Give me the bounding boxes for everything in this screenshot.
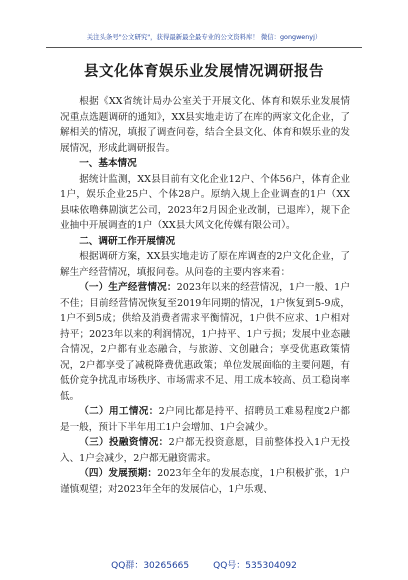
document-body <box>60 94 350 497</box>
item-employment <box>60 404 350 435</box>
header-divider <box>46 47 362 48</box>
item-investment-label: （三）投融资情况： <box>79 437 169 448</box>
item-outlook-label: （四）发展预期： <box>79 468 158 479</box>
item-investment-text: 2户都无投资意愿，目前整体投入1户无投入、1户会减少，2户都无融资需求。 <box>60 437 350 464</box>
item-investment <box>60 435 350 466</box>
document-title: 县文化体育娱乐业发展情况调研报告 <box>84 63 324 80</box>
header-notice: 关注头条号"公文研究"，获得最新最全最专业的公文资料库！ 微信：gongwenyj） <box>86 33 322 41</box>
item-operations-label: （一）生产经营情况： <box>79 282 177 293</box>
footer-qq-group: QQ群：30265665 <box>111 561 190 571</box>
item-operations <box>60 280 350 404</box>
item-employment-text: 2户同比都是持平、招聘员工难易程度2户都是一般，预计下半年用工1户会增加、1户会减少。 <box>60 406 350 433</box>
item-outlook <box>60 466 350 497</box>
section-heading-survey: 二、调研工作开展情况 <box>79 235 176 247</box>
survey-paragraph: 根据调研方案，XX县实地走访了原在库调查的2户文化企业，了解生产经营情况，填报问卷。从问卷的主要内容来看： <box>60 251 350 278</box>
footer-qq: QQ号：535304092 <box>213 561 297 571</box>
basic-info-paragraph: 据统计监测，XX县目前有文化企业12户、个体56户，体育企业1户，娱乐企业25户、个体28户。原纳入规上企业调查的1户（XX县味依噜彝剧演艺公司，2023年2月因企业改制，已退库），规下企业抽中开展调查的1户（XX县大风文化传媒有限公司）。 <box>60 173 350 231</box>
item-employment-label: （二）用工情况： <box>79 406 159 417</box>
footer-contact <box>0 558 408 571</box>
item-outlook-text: 2023年全年的发展态度，1户积极扩张，1户谨慎观望；对2023年全年的发展信心，1户乐观、 <box>60 468 351 495</box>
item-operations-text: 2023年以来的经营情况，1户一般、1户不佳；目前经营情况恢复至2019年同期的情况，1户恢复到5-9成，1户不到5成；供给及消费者需求平衡情况，1户供不应求、1户相对持平；2023年以来的利润情况，1户持平、1户亏损；发展中业态融合情况，2户都有业态融合，与旅游、文创融合；享受优惠政策情况，2户都享受了减税降费优惠政策；单位发展面临的主要问题，有低价竞争扰乱市场秩序、市场需求不足、用工成本较高、员工稳岗率低。 <box>60 282 350 402</box>
intro-paragraph: 根据《XX省统计局办公室关于开展文化、体育和娱乐业发展情况重点选题调研的通知》，XX县实地走访了在库的两家文化企业，了解相关的情况，填报了调查问卷，结合全县文化、体育和娱乐业的发展情况，形成此调研报告。 <box>60 96 350 154</box>
section-heading-basic: 一、基本情况 <box>79 158 137 169</box>
